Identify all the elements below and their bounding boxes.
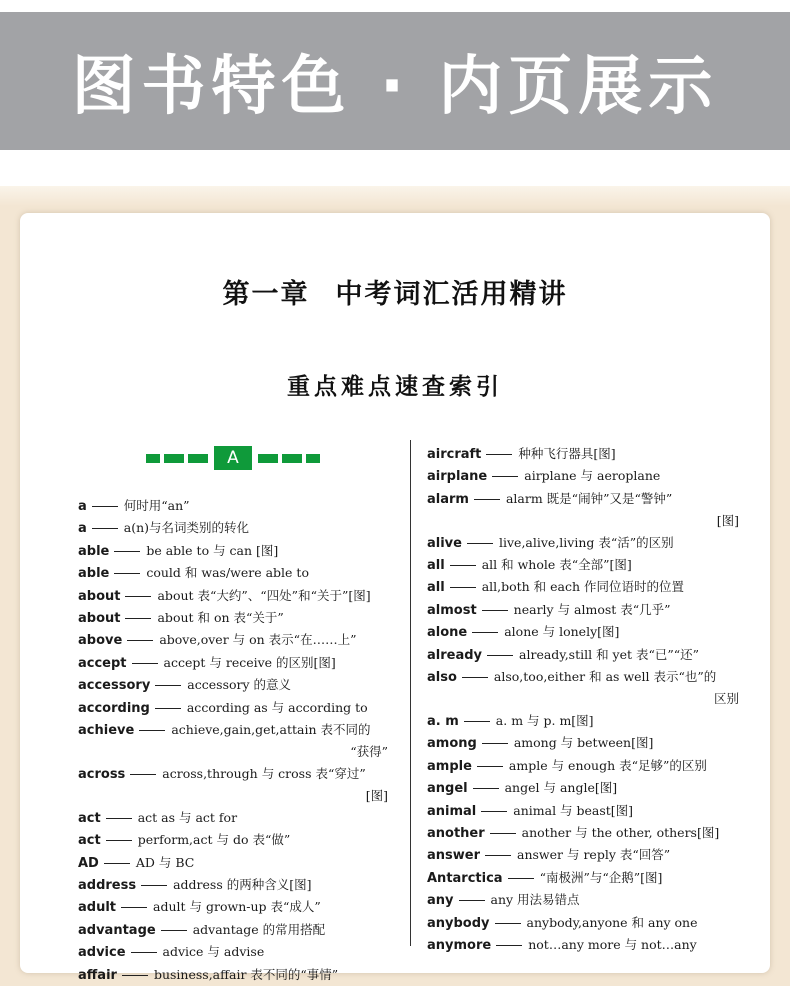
entry-description: across,through 与 cross 表“穿过” xyxy=(162,765,366,781)
entry-description: be able to 与 can [图] xyxy=(146,542,279,558)
entry-description: nearly 与 almost 表“几乎” xyxy=(513,601,671,617)
index-entry xyxy=(78,829,388,851)
entry-dash xyxy=(104,863,130,864)
entry-dash xyxy=(125,596,151,597)
index-entry xyxy=(427,532,739,554)
index-entry xyxy=(78,697,388,719)
entry-word: about xyxy=(78,611,121,627)
entry-word: answer xyxy=(427,848,481,864)
entry-description: advice 与 advise xyxy=(162,944,265,960)
entry-word: among xyxy=(427,736,477,752)
entry-word: address xyxy=(78,877,137,893)
entry-description: all 和 whole 表“全部”[图] xyxy=(481,557,632,573)
entry-description: any 用法易错点 xyxy=(490,892,580,908)
entry-description: 种种飞行器具[图] xyxy=(518,446,616,461)
chapter-title xyxy=(0,272,790,311)
index-entry xyxy=(427,822,739,844)
index-entry xyxy=(78,629,388,651)
entry-word: advantage xyxy=(78,922,156,938)
entry-description: animal 与 beast[图] xyxy=(513,802,634,818)
entry-dash xyxy=(487,655,513,656)
entry-dash xyxy=(482,610,508,611)
index-entry xyxy=(78,896,388,918)
entry-dash xyxy=(130,774,156,775)
entry-description: accessory 的意义 xyxy=(187,677,292,693)
entry-description: airplane 与 aeroplane xyxy=(524,468,661,484)
entry-description: a. m 与 p. m[图] xyxy=(495,712,594,728)
index-entry xyxy=(427,912,739,934)
index-entry xyxy=(427,889,739,911)
entry-word: act xyxy=(78,810,101,826)
entry-word: accept xyxy=(78,655,127,671)
entry-continuation: 区别 xyxy=(713,691,739,707)
entry-description: a(n)与名词类别的转化 xyxy=(123,520,250,536)
section-letter-badge: A xyxy=(214,446,252,470)
index-entry xyxy=(427,443,739,465)
entry-description: act as 与 act for xyxy=(137,809,238,825)
entry-word: advice xyxy=(78,945,126,961)
index-entry xyxy=(78,540,388,562)
entry-description: already,still 和 yet 表“已”“还” xyxy=(519,646,700,662)
separator-gradient xyxy=(0,186,790,206)
entry-word: almost xyxy=(427,602,477,618)
entry-word: alive xyxy=(427,535,462,551)
entry-description: not…any more 与 not…any xyxy=(528,936,697,952)
entry-description: about 和 on 表“关于” xyxy=(157,610,284,626)
entry-dash xyxy=(161,930,187,931)
entry-dash xyxy=(141,885,167,886)
entry-word: ample xyxy=(427,758,472,774)
entry-word: above xyxy=(78,633,123,649)
entry-word: angel xyxy=(427,781,468,797)
entry-description: advantage 的常用搭配 xyxy=(192,921,326,937)
index-entry xyxy=(427,576,739,598)
entry-dash xyxy=(473,788,499,789)
index-entry xyxy=(78,964,388,986)
bar-block xyxy=(258,454,278,463)
entry-dash xyxy=(485,855,511,856)
entry-dash xyxy=(492,476,518,477)
entry-description: perform,act 与 do 表“做” xyxy=(137,832,291,848)
index-entry xyxy=(427,644,739,666)
index-entry xyxy=(78,495,388,517)
entry-description: also,too,either 和 as well 表示“也”的 xyxy=(493,669,717,685)
index-entry xyxy=(78,607,388,629)
entry-dash xyxy=(462,677,488,678)
index-entry xyxy=(78,919,388,941)
entry-word: able xyxy=(78,543,110,559)
entry-word: any xyxy=(427,893,454,909)
entry-word: across xyxy=(78,766,126,782)
index-title: 重点难点速查索引 xyxy=(287,373,503,400)
entry-word: another xyxy=(427,825,485,841)
entry-dash xyxy=(490,833,516,834)
entry-dash xyxy=(125,618,151,619)
entry-description: among 与 between[图] xyxy=(513,735,654,751)
index-entry xyxy=(78,585,388,607)
entry-description: ample 与 enough 表“足够”的区别 xyxy=(508,757,707,773)
entry-word: anymore xyxy=(427,937,492,953)
bar-block xyxy=(164,454,184,463)
entry-word: about xyxy=(78,588,121,604)
entry-description: “南极洲”与“企鹅”[图] xyxy=(539,869,663,885)
index-entry xyxy=(78,874,388,896)
index-entry xyxy=(78,719,388,741)
entry-dash xyxy=(155,685,181,686)
entry-word: adult xyxy=(78,900,117,916)
entry-dash xyxy=(508,878,534,879)
top-margin xyxy=(0,0,790,12)
index-entry xyxy=(427,800,739,822)
entry-word: a xyxy=(78,521,87,537)
banner-title: 图书特色 · 内页展示 xyxy=(0,12,790,150)
separator-band xyxy=(0,150,790,186)
index-column-left xyxy=(78,495,388,986)
entry-continuation: [图] xyxy=(716,513,739,529)
entry-dash xyxy=(106,818,132,819)
entry-dash xyxy=(474,499,500,500)
entry-dash xyxy=(450,587,476,588)
entry-dash xyxy=(127,640,153,641)
entry-description: all,both 和 each 作同位语时的位置 xyxy=(481,579,685,595)
entry-description: alone 与 lonely[图] xyxy=(504,624,620,640)
entry-description: achieve,gain,get,attain 表不同的 xyxy=(171,722,371,738)
entry-description: above,over 与 on 表示“在……上” xyxy=(159,632,357,648)
bar-block xyxy=(306,454,320,463)
entry-description: according as 与 according to xyxy=(186,699,368,715)
entry-dash xyxy=(139,730,165,731)
index-entry xyxy=(78,562,388,584)
index-entry xyxy=(427,465,739,487)
entry-word: alone xyxy=(427,625,468,641)
entry-dash xyxy=(464,721,490,722)
entry-dash xyxy=(477,766,503,767)
entry-word: according xyxy=(78,700,150,716)
entry-description: alarm 既是“闹钟”又是“警钟” xyxy=(505,490,673,506)
entry-dash xyxy=(132,663,158,664)
index-entry xyxy=(78,807,388,829)
column-divider xyxy=(410,440,411,946)
entry-word: aircraft xyxy=(427,447,482,462)
entry-word: affair xyxy=(78,967,117,983)
entry-dash xyxy=(122,975,148,976)
entry-word: achieve xyxy=(78,723,135,739)
entry-dash xyxy=(495,923,521,924)
entry-dash xyxy=(114,551,140,552)
entry-description: another 与 the other, others[图] xyxy=(521,824,720,840)
entry-word: Antarctica xyxy=(427,870,503,886)
entry-description: adult 与 grown-up 表“成人” xyxy=(153,899,321,915)
entry-dash xyxy=(459,900,485,901)
entry-dash xyxy=(92,528,118,529)
index-entry xyxy=(427,867,739,889)
entry-description: AD 与 BC xyxy=(135,854,195,870)
index-entry xyxy=(427,844,739,866)
entry-description: answer 与 reply 表“回答” xyxy=(517,847,671,863)
entry-description: live,alive,living 表“活”的区别 xyxy=(498,534,674,550)
index-entry xyxy=(78,852,388,874)
entry-continuation: [图] xyxy=(365,788,388,804)
entry-word: accessory xyxy=(78,678,151,694)
entry-word: anybody xyxy=(427,915,490,931)
entry-dash xyxy=(481,811,507,812)
index-entry xyxy=(427,732,739,754)
bar-block xyxy=(282,454,302,463)
entry-word: able xyxy=(78,566,110,582)
index-entry xyxy=(427,777,739,799)
chapter-name: 中考词汇活用精讲 xyxy=(335,279,568,310)
bar-block xyxy=(188,454,208,463)
entry-description: address 的两种含义[图] xyxy=(173,876,312,892)
section-letter-bar xyxy=(146,446,320,470)
index-entry xyxy=(78,941,388,963)
entry-description: business,affair 表不同的“事情” xyxy=(153,966,339,982)
entry-dash xyxy=(106,840,132,841)
entry-word: a. m xyxy=(427,713,459,729)
entry-description: 何时用“an” xyxy=(123,498,190,513)
entry-description: angel 与 angle[图] xyxy=(504,780,618,796)
entry-dash xyxy=(114,573,140,574)
entry-continuation: “获得” xyxy=(350,744,388,760)
entry-word: alarm xyxy=(427,491,469,507)
entry-word: all xyxy=(427,580,445,596)
entry-description: could 和 was/were able to xyxy=(146,565,309,581)
entry-word: a xyxy=(78,499,87,514)
entry-dash xyxy=(121,907,147,908)
index-entry xyxy=(427,755,739,777)
index-entry xyxy=(427,934,739,956)
index-entry xyxy=(427,488,739,510)
entry-word: act xyxy=(78,833,101,849)
entry-word: airplane xyxy=(427,469,488,485)
index-entry xyxy=(427,666,739,688)
entry-description: accept 与 receive 的区别[图] xyxy=(163,654,336,670)
index-entry xyxy=(427,554,739,576)
entry-dash xyxy=(450,565,476,566)
entry-word: also xyxy=(427,670,457,686)
entry-dash xyxy=(486,454,512,455)
entry-dash xyxy=(131,952,157,953)
bar-block xyxy=(146,454,160,463)
entry-description: anybody,anyone 和 any one xyxy=(526,914,698,930)
entry-word: AD xyxy=(78,855,99,871)
index-entry xyxy=(78,652,388,674)
index-entry xyxy=(78,674,388,696)
chapter-number: 第一章 xyxy=(222,279,310,310)
index-entry xyxy=(427,710,739,732)
index-entry xyxy=(78,763,388,785)
index-column-right xyxy=(427,443,739,956)
index-entry xyxy=(427,621,739,643)
entry-description: about 表“大约”、“四处”和“关于”[图] xyxy=(157,587,371,603)
entry-dash xyxy=(92,506,118,507)
index-entry xyxy=(78,517,388,539)
entry-dash xyxy=(155,708,181,709)
entry-dash xyxy=(467,543,493,544)
entry-word: all xyxy=(427,558,445,574)
entry-word: already xyxy=(427,647,483,663)
entry-dash xyxy=(472,632,498,633)
entry-dash xyxy=(482,743,508,744)
index-entry xyxy=(427,599,739,621)
entry-word: animal xyxy=(427,803,477,819)
